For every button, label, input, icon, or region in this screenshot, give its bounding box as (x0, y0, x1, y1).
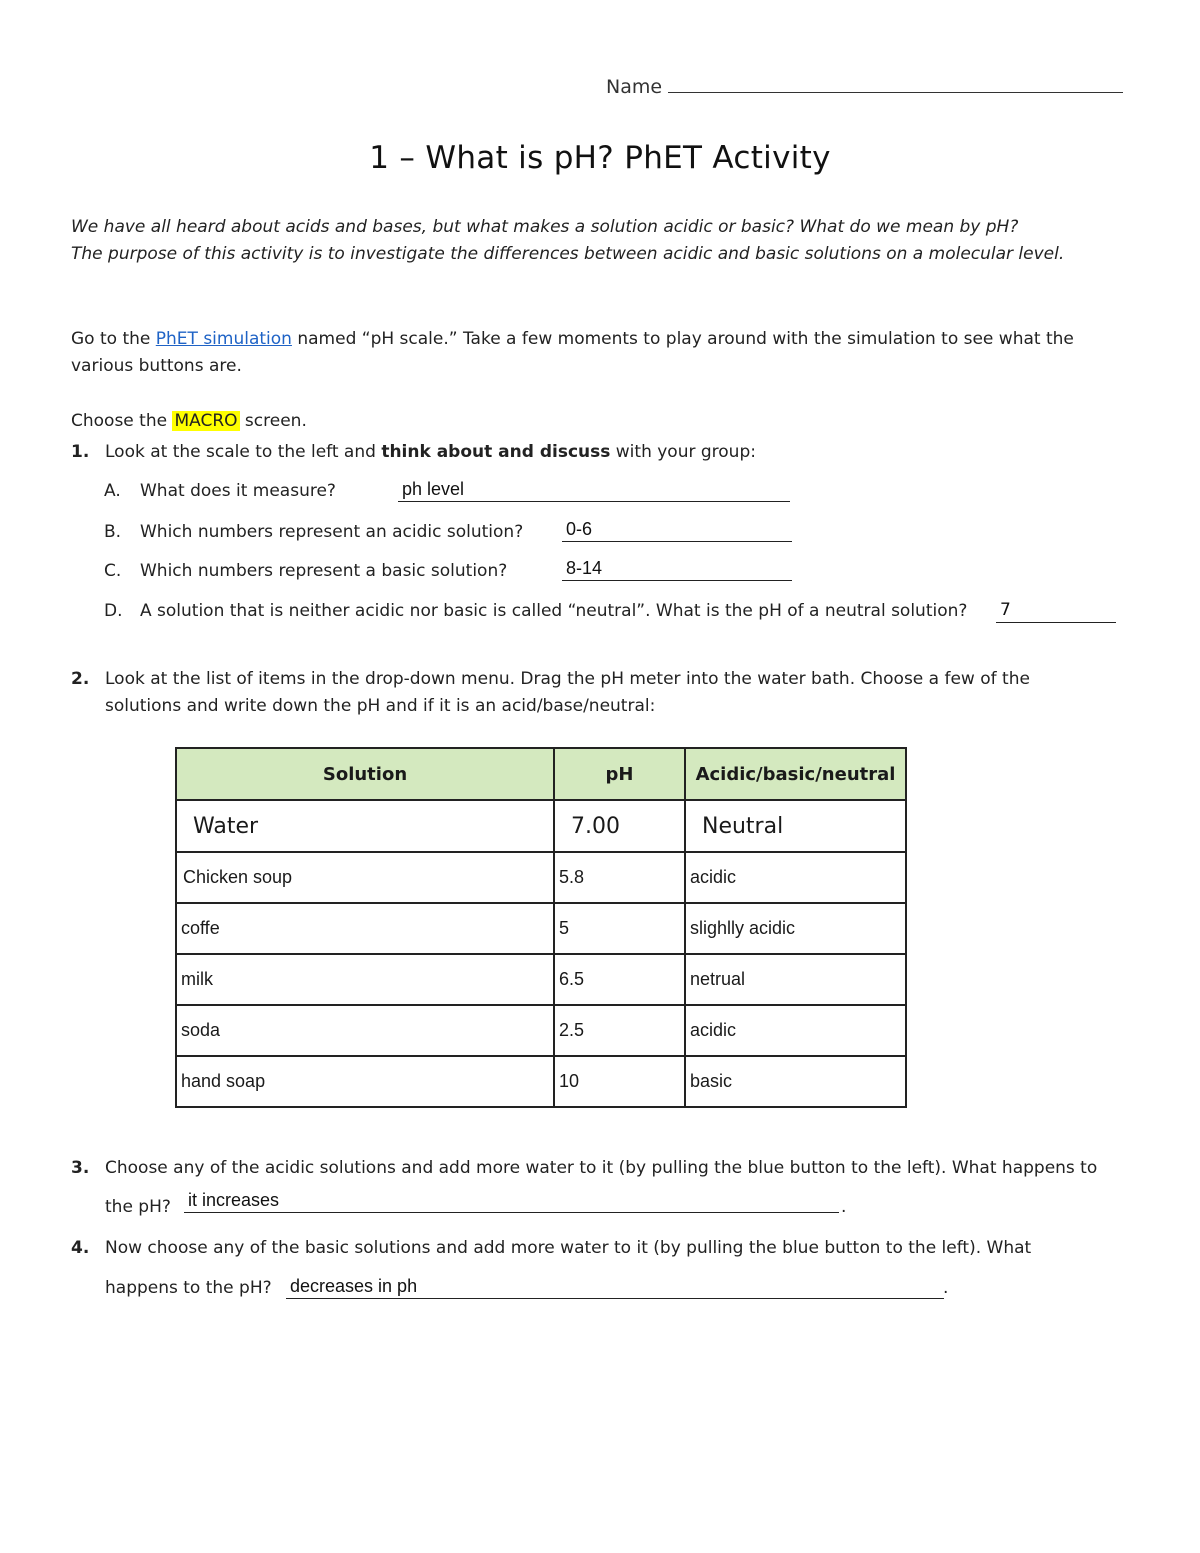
question-1-number: 1. (71, 442, 90, 462)
table-row (176, 954, 906, 1005)
question-4-prompt: happens to the pH? (105, 1278, 272, 1298)
name-field (606, 76, 1123, 98)
header-classification: Acidic/basic/neutral (685, 748, 906, 800)
header-ph: pH (554, 748, 685, 800)
answer-1b[interactable]: 0-6 (562, 519, 792, 542)
cell-ph[interactable]: 5 (554, 903, 685, 954)
question-2-line-2: solutions and write down the pH and if it is an acid/base/neutral: (105, 696, 656, 716)
question-1c: C. Which numbers represent a basic solution? (104, 561, 508, 581)
question-3-number: 3. (71, 1158, 90, 1178)
name-label: Name (606, 76, 663, 98)
cell-ph[interactable]: 6.5 (554, 954, 685, 1005)
table-example-row (176, 800, 906, 852)
question-1d: D. A solution that is neither acidic nor basic is called “neutral”. What is the pH of a neutral solution? (104, 601, 968, 621)
table-header-row (176, 748, 906, 800)
answer-1a[interactable]: ph level (398, 479, 790, 502)
cell-ph[interactable]: 5.8 (554, 852, 685, 903)
table-row (176, 1056, 906, 1107)
macro-highlight: MACRO (174, 411, 238, 431)
question-1: 1. Look at the scale to the left and think about and discuss with your group: (71, 442, 756, 462)
answer-1d[interactable]: 7 (996, 600, 1116, 623)
question-1b: B. Which numbers represent an acidic solution? (104, 522, 524, 542)
answer-1c[interactable]: 8-14 (562, 558, 792, 581)
question-1a: A. What does it measure? (104, 481, 336, 501)
example-ph: 7.00 (554, 800, 685, 852)
question-3-line-1: 3. Choose any of the acidic solutions and add more water to it (by pulling the blue button to the left). What happens to (71, 1158, 1098, 1178)
cell-ph[interactable]: 10 (554, 1056, 685, 1107)
cell-solution[interactable]: soda (176, 1005, 554, 1056)
intro-line-2: The purpose of this activity is to investigate the differences between acidic and basic solutions on a molecular level. (71, 244, 1065, 264)
cell-classification[interactable]: acidic (685, 1005, 906, 1056)
goto-line-1: Go to the PhET simulation named “pH scale.” Take a few moments to play around with the simulation to see what the (71, 329, 1074, 349)
question-4-line-1: 4. Now choose any of the basic solutions and add more water to it (by pulling the blue button to the left). What (71, 1238, 1032, 1258)
name-input-line[interactable] (668, 78, 1123, 93)
answer-4-period: . (943, 1278, 949, 1298)
table-row (176, 903, 906, 954)
example-solution: Water (176, 800, 554, 852)
answer-4[interactable]: decreases in ph (286, 1276, 944, 1299)
cell-classification[interactable]: netrual (685, 954, 906, 1005)
page-title: 1 – What is pH? PhET Activity (369, 140, 831, 176)
solutions-table (175, 747, 907, 1108)
table-row (176, 1005, 906, 1056)
cell-classification[interactable]: slighlly acidic (685, 903, 906, 954)
question-2-number: 2. (71, 669, 90, 689)
intro-line-1: We have all heard about acids and bases, but what makes a solution acidic or basic? What do we mean by pH? (71, 217, 1019, 237)
cell-classification[interactable]: acidic (685, 852, 906, 903)
question-2-line-1: 2. Look at the list of items in the drop-down menu. Drag the pH meter into the water bath. Choose a few of the (71, 669, 1030, 689)
choose-screen-line: Choose the MACRO screen. (71, 411, 307, 431)
goto-line-2: various buttons are. (71, 356, 242, 376)
example-classification: Neutral (685, 800, 906, 852)
question-3-prompt: the pH? (105, 1197, 171, 1217)
cell-solution[interactable]: milk (176, 954, 554, 1005)
cell-ph[interactable]: 2.5 (554, 1005, 685, 1056)
question-4-number: 4. (71, 1238, 90, 1258)
header-solution: Solution (176, 748, 554, 800)
cell-solution[interactable]: Chicken soup (176, 852, 554, 903)
phet-simulation-link[interactable]: PhET simulation (155, 329, 292, 349)
cell-solution[interactable]: coffe (176, 903, 554, 954)
table-row (176, 852, 906, 903)
answer-3-period: . (841, 1197, 847, 1217)
cell-classification[interactable]: basic (685, 1056, 906, 1107)
cell-solution[interactable]: hand soap (176, 1056, 554, 1107)
answer-3[interactable]: it increases (184, 1190, 839, 1213)
